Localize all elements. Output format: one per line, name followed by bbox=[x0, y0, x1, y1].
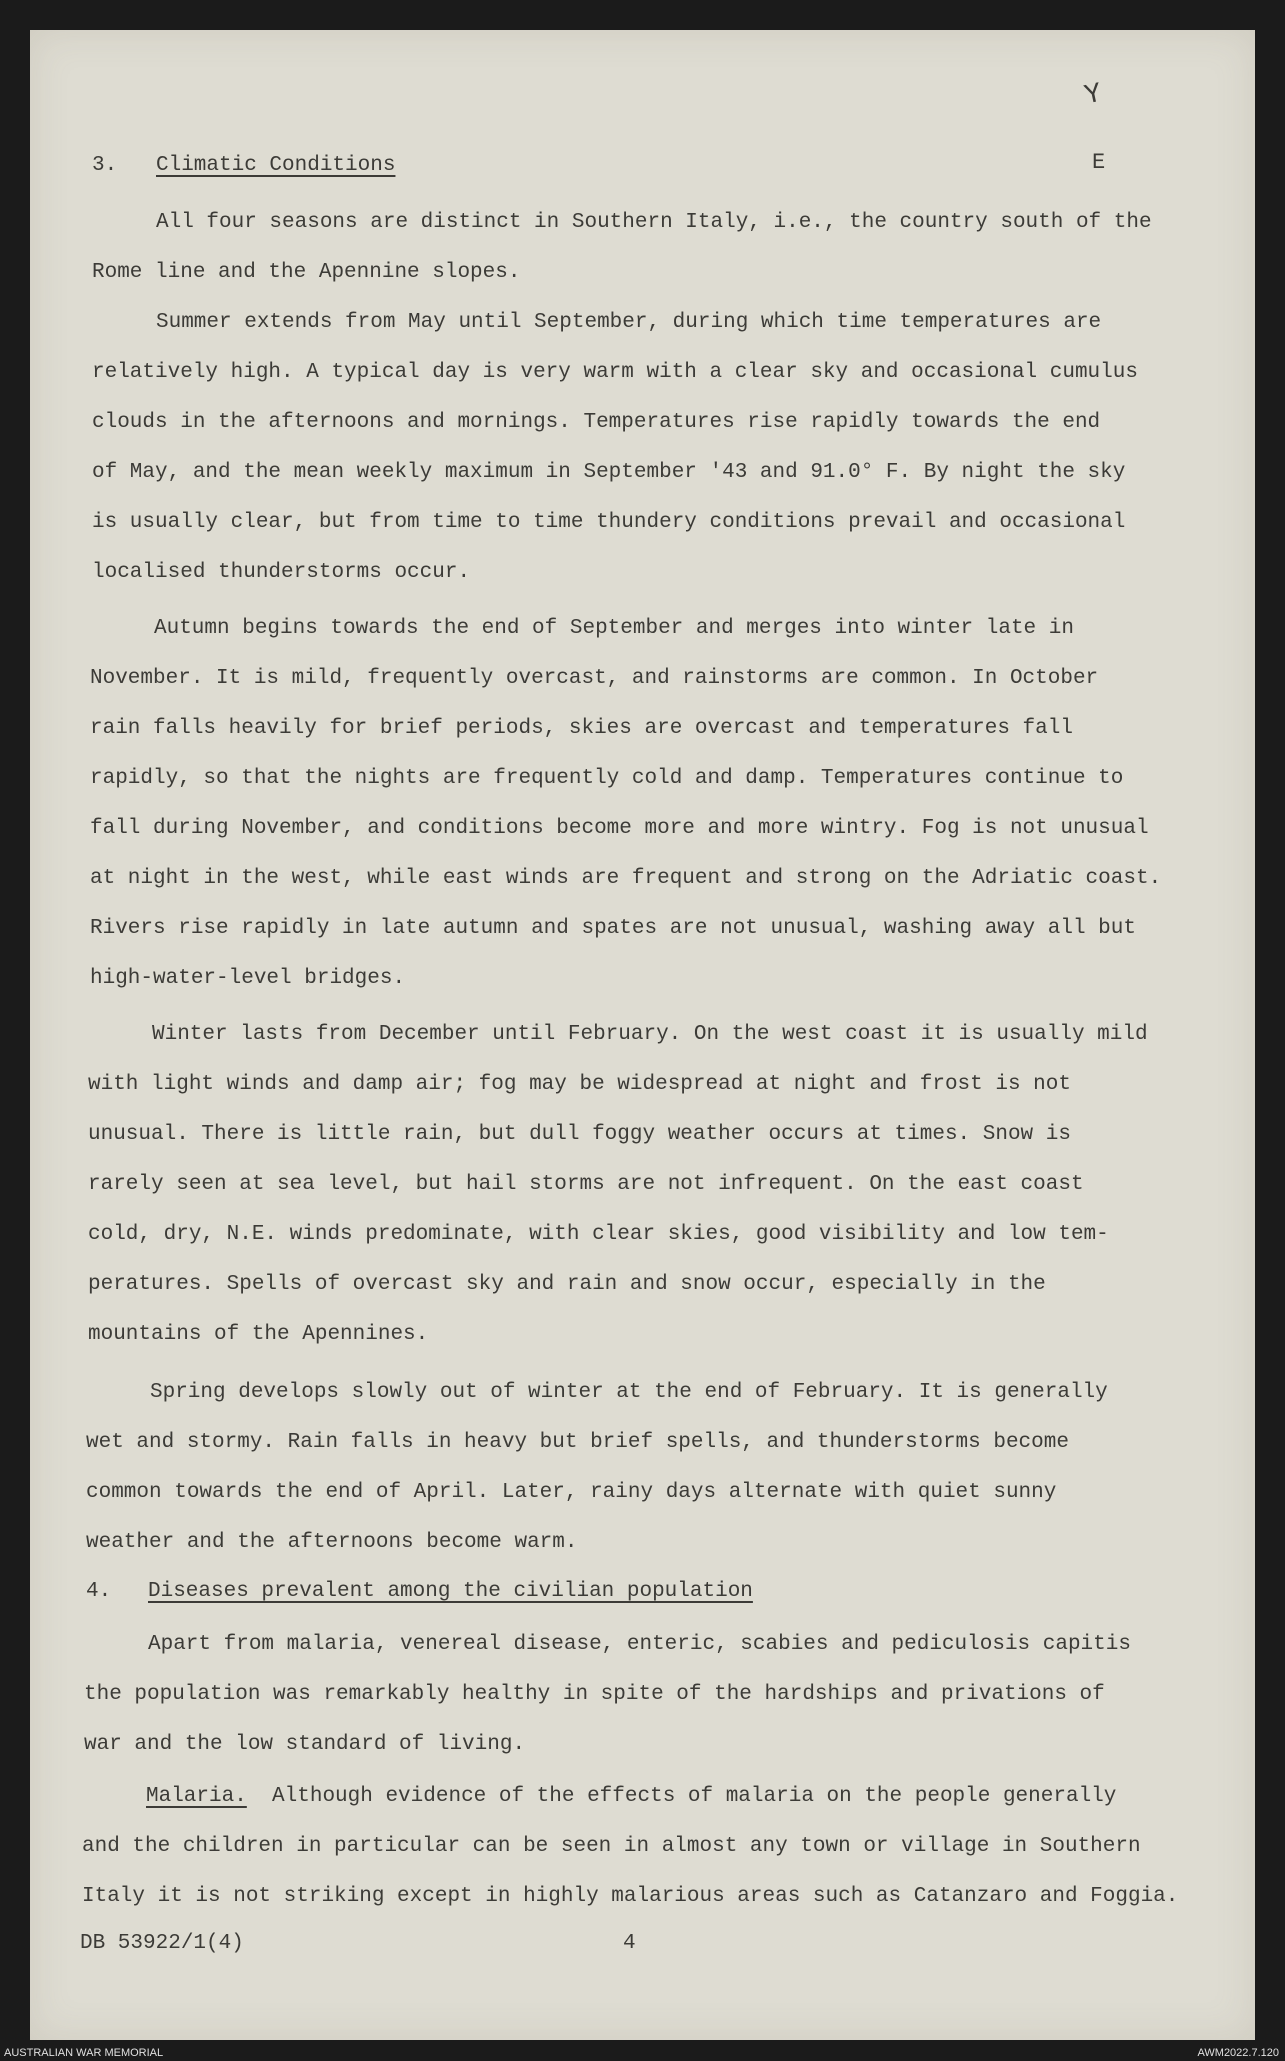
text-line: rarely seen at sea level, but hail storms are not infrequent. On the east coast bbox=[88, 1173, 1084, 1196]
section-title: Climatic Conditions bbox=[156, 154, 396, 177]
text-line bbox=[82, 1772, 1178, 1822]
malaria-label: Malaria. bbox=[146, 1785, 247, 1808]
page-number: 4 bbox=[623, 1932, 636, 1955]
text-line: unusual. There is little rain, but dull foggy weather occurs at times. Snow is bbox=[88, 1123, 1071, 1146]
text-line: is usually clear, but from time to time thundery conditions prevail and occasional bbox=[92, 511, 1126, 534]
text-line: November. It is mild, frequently overcast, and rainstorms are common. In October bbox=[90, 667, 1099, 690]
paragraph-autumn bbox=[90, 604, 1161, 1004]
section-number: 4. bbox=[86, 1580, 112, 1603]
paragraph-winter bbox=[88, 1010, 1148, 1360]
text-line: Rome line and the Apennine slopes. bbox=[92, 261, 521, 284]
text-line: peratures. Spells of overcast sky and rain and snow occur, especially in the bbox=[88, 1273, 1046, 1296]
text-line: Apart from malaria, venereal disease, enteric, scabies and pediculosis capitis bbox=[148, 1633, 1131, 1656]
paragraph-diseases bbox=[84, 1620, 1131, 1770]
text-line: All four seasons are distinct in Southern Italy, i.e., the country south of the bbox=[156, 211, 1152, 234]
text-line: clouds in the afternoons and mornings. Temperatures rise rapidly towards the end bbox=[92, 411, 1101, 434]
text-line: localised thunderstorms occur. bbox=[92, 561, 471, 584]
paragraph-spring bbox=[86, 1368, 1108, 1568]
document-reference: DB 53922/1(4) bbox=[80, 1932, 244, 1955]
text-line: Summer extends from May until September, during which time temperatures are bbox=[156, 311, 1102, 334]
text-line: of May, and the mean weekly maximum in September '43 and 91.0° F. By night the sky bbox=[92, 461, 1126, 484]
paragraph-seasons bbox=[92, 198, 1152, 298]
text-line: and the children in particular can be seen in almost any town or village in Southern bbox=[82, 1835, 1141, 1858]
handwritten-mark: Y bbox=[1081, 78, 1105, 113]
handwritten-mark-2: E bbox=[1092, 150, 1106, 175]
paragraph-summer bbox=[92, 298, 1138, 598]
text-line: common towards the end of April. Later, rainy days alternate with quiet sunny bbox=[86, 1481, 1057, 1504]
text-line: Autumn begins towards the end of September and merges into winter late in bbox=[154, 617, 1074, 640]
text-line: cold, dry, N.E. winds predominate, with clear skies, good visibility and low tem- bbox=[88, 1223, 1109, 1246]
text-line: war and the low standard of living. bbox=[84, 1733, 526, 1756]
text-line: relatively high. A typical day is very warm with a clear sky and occasional cumulus bbox=[92, 361, 1138, 384]
text-line: at night in the west, while east winds are frequent and strong on the Adriatic coast. bbox=[90, 867, 1162, 890]
text-line: fall during November, and conditions become more and more wintry. Fog is not unusual bbox=[90, 817, 1149, 840]
section-number: 3. bbox=[92, 154, 118, 177]
text-line: rain falls heavily for brief periods, skies are overcast and temperatures fall bbox=[90, 717, 1073, 740]
malaria-text: Although evidence of the effects of malaria on the people generally bbox=[246, 1785, 1117, 1808]
text-line: Winter lasts from December until February. On the west coast it is usually mild bbox=[152, 1023, 1148, 1046]
archive-id: AWM2022.7.120 bbox=[1197, 2047, 1279, 2059]
text-line: rapidly, so that the nights are frequently cold and damp. Temperatures continue to bbox=[90, 767, 1124, 790]
paragraph-malaria bbox=[82, 1772, 1178, 1922]
text-line: the population was remarkably healthy in spite of the hardships and privations of bbox=[84, 1683, 1105, 1706]
text-line: high-water-level bridges. bbox=[90, 967, 406, 990]
archive-caption: AUSTRALIAN WAR MEMORIAL bbox=[4, 2047, 164, 2059]
text-line: mountains of the Apennines. bbox=[88, 1323, 429, 1346]
text-line: Rivers rise rapidly in late autumn and spates are not unusual, washing away all but bbox=[90, 917, 1136, 940]
text-line: Spring develops slowly out of winter at the end of February. It is generally bbox=[150, 1381, 1108, 1404]
text-line: Italy it is not striking except in highly malarious areas such as Catanzaro and Foggia. bbox=[82, 1885, 1179, 1908]
section-title: Diseases prevalent among the civilian population bbox=[148, 1580, 753, 1603]
text-line: weather and the afternoons become warm. bbox=[86, 1531, 578, 1554]
text-line: wet and stormy. Rain falls in heavy but brief spells, and thunderstorms become bbox=[86, 1431, 1069, 1454]
text-line: with light winds and damp air; fog may be widespread at night and frost is not bbox=[88, 1073, 1071, 1096]
